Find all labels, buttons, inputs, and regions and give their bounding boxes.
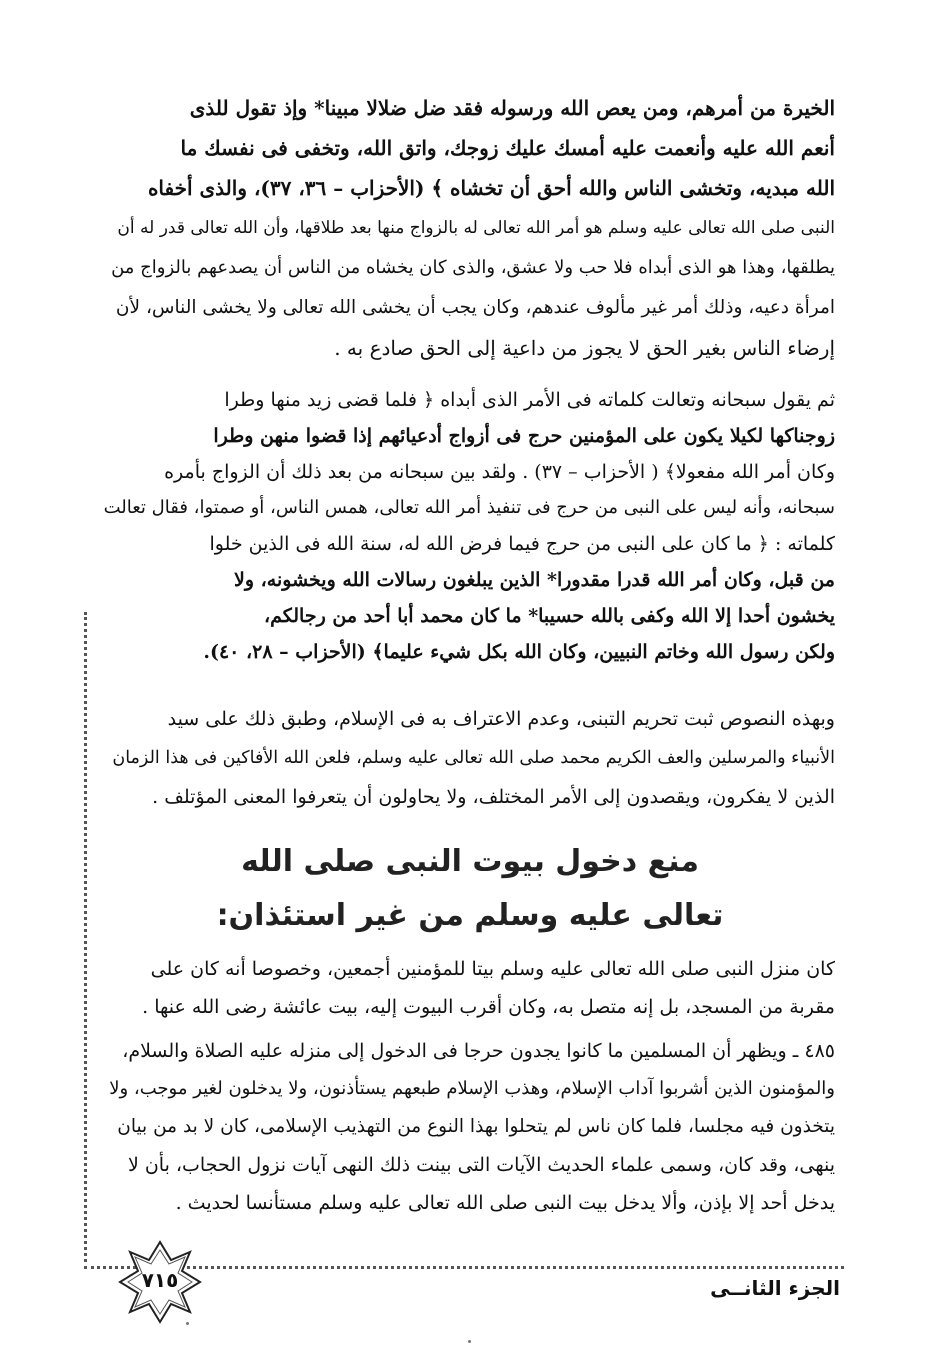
text-line: زوجناكها لكيلا يكون على المؤمنين حرج فى أزواج أدعيائهم إذا قضوا منهن وطرا — [213, 425, 835, 447]
text-line: الأنبياء والمرسلين والعف الكريم محمد صلى الله تعالى عليه وسلم، فلعن الله الأفاكين فى هذا الزمان — [112, 748, 835, 768]
section-heading-line-1: منع دخول بيوت النبى صلى الله — [241, 844, 699, 879]
text-line: من قبل، وكان أمر الله قدرا مقدورا* الذين يبلغون رسالات الله ويخشونه، ولا — [234, 569, 835, 591]
text-line: مقربة من المسجد، بل إنه متصل به، وكان أقرب البيوت إليه، بيت عائشة رضى الله عنها . — [142, 996, 835, 1018]
text-line: كلماته : ﴿ ما كان على النبى من حرج فيما فرض الله له، سنة الله فى الذين خلوا — [209, 533, 835, 555]
text-line: والمؤمنون الذين أشربوا آداب الإسلام، وهذب الإسلام طبعهم يستأذنون، ولا يدخلون لغير موجب، ولا — [109, 1078, 835, 1099]
text-line: سبحانه، وأنه ليس على النبى من حرج فى تنفيذ أمر الله تعالى، همس الناس، أو صمتوا، فقال تعالت — [103, 497, 835, 518]
text-line: الذين لا يفكرون، ويقصدون إلى الأمر المختلف، ولا يحاولون أن يتعرفوا المعنى المؤتلف . — [152, 786, 835, 808]
text-line: كان منزل النبى صلى الله تعالى عليه وسلم بيتا للمؤمنين أجمعين، وخصوصا أنه كان على — [150, 958, 835, 980]
section-heading-line-2: تعالى عليه وسلم من غير استئذان: — [216, 898, 724, 933]
text-line: وكان أمر الله مفعولا﴾ ( الأحزاب – ٣٧) . ولقد بين سبحانه من بعد ذلك أن الزواج بأمره — [164, 461, 835, 483]
page-number-badge — [118, 1240, 202, 1324]
paragraph-numbered-485 — [100, 1032, 835, 1222]
text-line: النبى صلى الله تعالى عليه وسلم هو أمر الله تعالى له بالزواج منها بعد طلاقها، وأن الله تعالى قدر له أن — [117, 218, 835, 238]
text-line: ولكن رسول الله وخاتم النبيين، وكان الله بكل شيء عليما﴾ (الأحزاب – ٢٨، ٤٠). — [203, 641, 835, 663]
text-line: ينهى، وقد كان، وسمى علماء الحديث الآيات التى بينت ذلك النهى آيات نزول الحجاب، بأن لا — [127, 1154, 835, 1176]
text-line: الله مبديه، وتخشى الناس والله أحق أن تخشاه ﴾ (الأحزاب – ٣٦، ٣٧)، والذى أخفاه — [147, 176, 835, 200]
paragraph-quran-continuation — [100, 88, 835, 368]
decorative-side-border — [84, 612, 87, 1262]
text-line: الخيرة من أمرهم، ومن يعص الله ورسوله فقد ضل ضلالا مبينا* وإذ تقول للذى — [189, 96, 835, 120]
text-line: إرضاء الناس بغير الحق لا يجوز من داعية إلى الحق صادع به . — [334, 336, 835, 360]
scan-speck — [186, 1322, 189, 1325]
text-line: وبهذه النصوص ثبت تحريم التبنى، وعدم الاعتراف به فى الإسلام، وطبق ذلك على سيد — [167, 708, 835, 730]
text-line: أنعم الله عليه وأنعمت عليه أمسك عليك زوجك، واتق الله، وتخفى فى نفسك ما — [180, 136, 835, 160]
text-line: يدخل أحد إلا بإذن، وألا يدخل بيت النبى صلى الله تعالى عليه وسلم مستأنسا لحديث . — [175, 1192, 835, 1214]
text-line: يخشون أحدا إلا الله وكفى بالله حسيبا* ما كان محمد أبا أحد من رجالكم، — [263, 605, 835, 627]
text-line: يتخذون فيه مجلسا، فلما كان ناس لم يتحلوا بهذا النوع من التهذيب الإسلامى، كان لا بد من بيان — [117, 1116, 835, 1137]
book-part-label: الجزء الثانــى — [710, 1276, 840, 1300]
text-line: ثم يقول سبحانه وتعالت كلماته فى الأمر الذى أبداه ﴿ فلما قضى زيد منها وطرا — [224, 389, 835, 411]
paragraph-adoption-ruling — [100, 700, 835, 817]
text-line: ٤٨٥ ـ ويظهر أن المسلمين ما كانوا يجدون حرجا فى الدخول إلى منزله عليه الصلاة والسلام، — [122, 1040, 835, 1062]
page-number: ٧١٥ — [141, 1268, 179, 1292]
text-line: امرأة دعيه، وذلك أمر غير مألوف عندهم، وكان يجب أن يخشى الله تعالى ولا يخشى الناس، لأن — [115, 297, 835, 318]
text-line: يطلقها، وهذا هو الذى أبداه فلا حب ولا عشق، والذى كان يخشاه من الناس أن يصدعهم بالزواج من — [111, 257, 835, 278]
paragraph-marriage-commentary — [100, 382, 835, 670]
paragraph-prophet-house — [100, 950, 835, 1026]
scan-speck — [468, 1340, 471, 1343]
